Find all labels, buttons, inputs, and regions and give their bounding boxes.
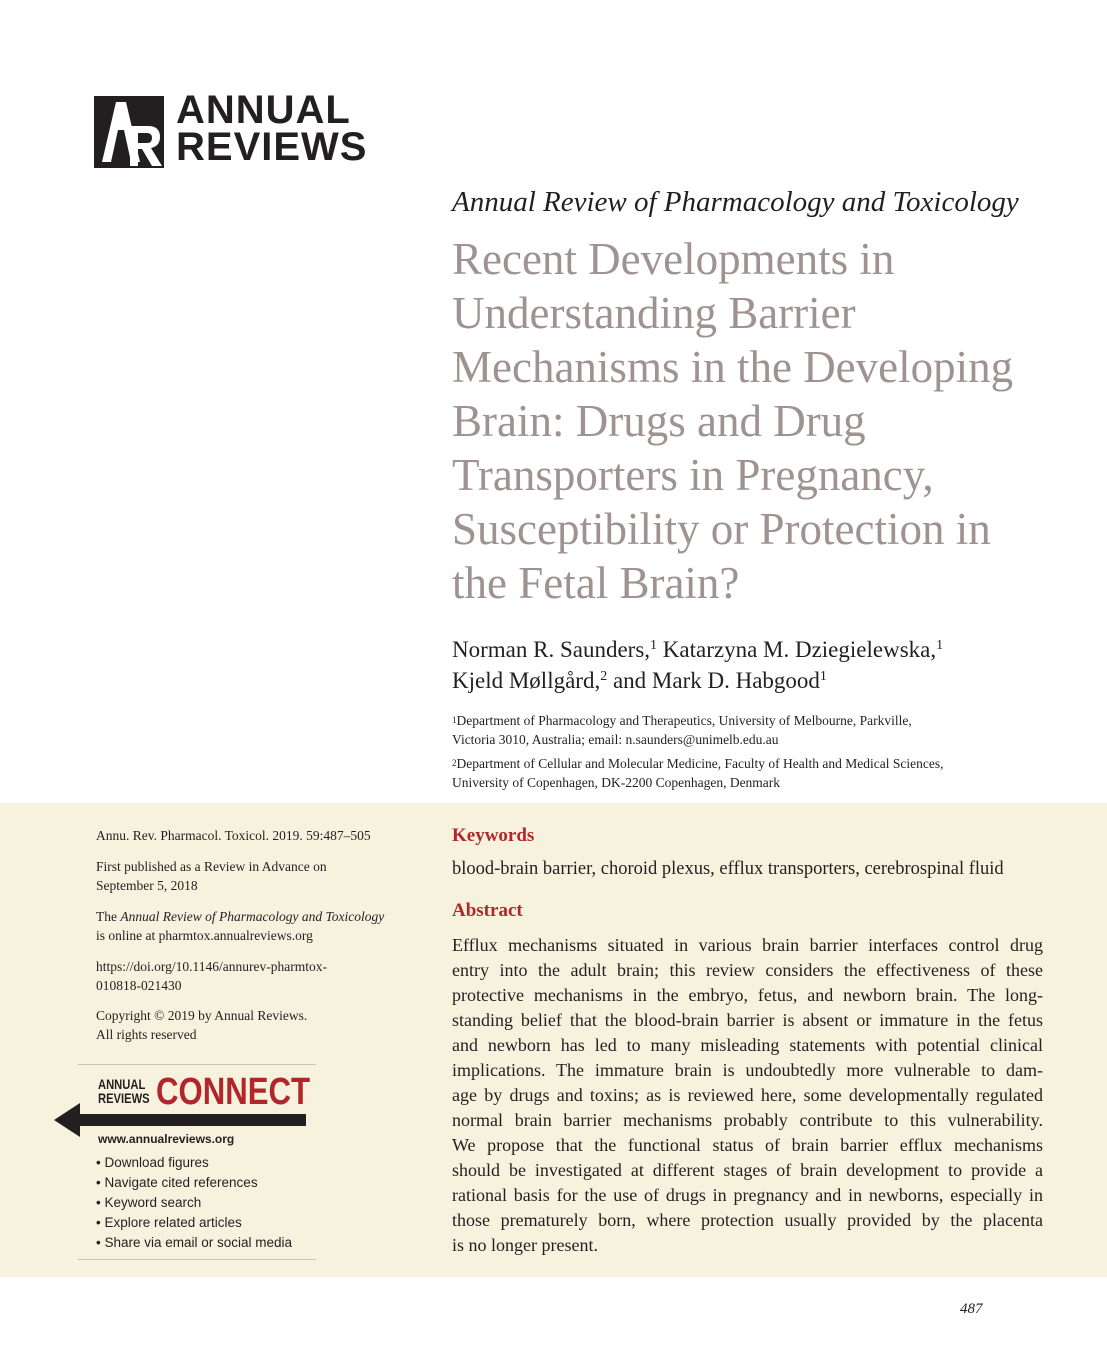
author-affiliation-mark: 1 — [650, 638, 658, 653]
abstract-line: Efflux mechanisms situated in various brain barrier interfaces control drug — [452, 935, 1043, 955]
list-item: • Keyword search — [96, 1193, 292, 1213]
abstract-line: standing belief that the blood-brain barrier is absent or immature in the fetus — [452, 1010, 1043, 1030]
abstract-line: implications. The immature brain is undoubtedly more vulnerable to dam- — [452, 1060, 1043, 1080]
journal-name: Annual Review of Pharmacology and Toxicology — [452, 186, 1019, 218]
logo-line-annual: ANNUAL — [176, 88, 351, 132]
author-name: Norman R. Saunders, — [452, 637, 651, 662]
first-published — [96, 857, 327, 895]
affiliation-text: University of Copenhagen, DK-2200 Copenhagen, Denmark — [452, 775, 781, 790]
doi-line[interactable]: 010818-021430 — [96, 978, 182, 993]
affiliation-1 — [452, 711, 912, 749]
online-info — [96, 907, 384, 945]
keywords-heading: Keywords — [452, 825, 535, 846]
list-item: • Download figures — [96, 1153, 292, 1173]
title-line: Transporters in Pregnancy, — [452, 450, 934, 500]
first-published-date: September 5, 2018 — [96, 878, 198, 893]
author-name: Mark D. Habgood — [651, 668, 820, 693]
annual-reviews-connect-box — [78, 1064, 316, 1260]
author-affiliation-mark: 2 — [600, 669, 608, 684]
doi-line[interactable]: https://doi.org/10.1146/annurev-pharmtox- — [96, 959, 327, 974]
title-line: Mechanisms in the Developing — [452, 342, 1014, 392]
copyright-line: Copyright © 2019 by Annual Reviews. — [96, 1008, 308, 1023]
annual-reviews-logo — [94, 88, 374, 170]
abstract-line: and newborn has led to many misleading statements with potential clinical — [452, 1035, 1043, 1055]
title-line: Understanding Barrier — [452, 288, 856, 338]
affiliation-mark: 2 — [452, 758, 457, 768]
connect-annual-reviews-label — [98, 1077, 150, 1105]
keywords-text: blood-brain barrier, choroid plexus, efflux transporters, cerebrospinal fluid — [452, 859, 1004, 879]
title-line: Recent Developments in — [452, 234, 895, 284]
list-item: • Navigate cited references — [96, 1173, 292, 1193]
abstract-line: is no longer present. — [452, 1235, 598, 1255]
page-number: 487 — [960, 1301, 983, 1317]
author-name: Katarzyna M. Dziegielewska, — [662, 637, 937, 662]
affiliation-text: Department of Pharmacology and Therapeutics, University of Melbourne, Parkville, — [456, 713, 912, 728]
author-name: Kjeld Møllgård, — [452, 668, 601, 693]
author-affiliation-mark: 1 — [819, 669, 827, 684]
connect-feature-list — [96, 1153, 292, 1253]
logo-line-reviews: REVIEWS — [176, 125, 368, 169]
list-item: • Share via email or social media — [96, 1233, 292, 1253]
article-title — [452, 232, 1092, 610]
abstract-line: protective mechanisms in the embryo, fetus, and newborn brain. The long- — [452, 985, 1043, 1005]
abstract-line: should be investigated at different stages of brain development to provide a — [452, 1160, 1043, 1180]
author-affiliation-mark: 1 — [936, 638, 944, 653]
citation-text: Annu. Rev. Pharmacol. Toxicol. 2019. 59:487–505 — [96, 828, 371, 843]
first-published-line: First published as a Review in Advance on — [96, 859, 327, 874]
abstract-line: rational basis for the use of drugs in pregnancy and in newborns, especially in — [452, 1185, 1043, 1205]
online-journal-name: Annual Review of Pharmacology and Toxicology — [120, 909, 385, 924]
affiliation-text: Victoria 3010, Australia; email: n.saunders@unimelb.edu.au — [452, 732, 779, 747]
connect-label-reviews: REVIEWS — [98, 1090, 150, 1106]
copyright — [96, 1006, 307, 1044]
author-conjunction: and — [612, 668, 647, 693]
abstract-line: We propose that the functional status of brain barrier efflux mechanisms — [452, 1135, 1043, 1155]
abstract-heading: Abstract — [452, 900, 523, 921]
citation — [96, 826, 371, 845]
abstract-line: entry into the adult brain; this review considers the effectiveness of these — [452, 960, 1043, 980]
author-list — [452, 634, 943, 696]
abstract-line: normal brain barrier mechanisms probably contribute to this vulnerability. — [452, 1110, 1043, 1130]
title-line: Susceptibility or Protection in — [452, 504, 991, 554]
connect-word: CONNECT — [156, 1071, 311, 1113]
online-url-text[interactable]: is online at pharmtox.annualreviews.org — [96, 928, 313, 943]
title-line: Brain: Drugs and Drug — [452, 396, 866, 446]
abstract-line: age by drugs and toxins; as is reviewed here, some developmentally regulated — [452, 1085, 1043, 1105]
affiliation-2 — [452, 754, 943, 792]
title-line: the Fetal Brain? — [452, 558, 740, 608]
rights-line: All rights reserved — [96, 1027, 197, 1042]
affiliation-text: Department of Cellular and Molecular Medicine, Faculty of Health and Medical Sciences, — [456, 756, 944, 771]
connect-url[interactable]: www.annualreviews.org — [98, 1132, 235, 1146]
doi[interactable] — [96, 957, 327, 995]
connect-label-annual: ANNUAL — [98, 1076, 146, 1092]
affiliation-mark: 1 — [452, 715, 457, 725]
abstract-text — [452, 933, 1043, 1258]
list-item: • Explore related articles — [96, 1213, 292, 1233]
online-prefix: The — [96, 909, 117, 924]
abstract-line: those prematurely born, where protection usually provided by the placenta — [452, 1210, 1043, 1230]
annual-reviews-ar-logo — [94, 96, 164, 168]
